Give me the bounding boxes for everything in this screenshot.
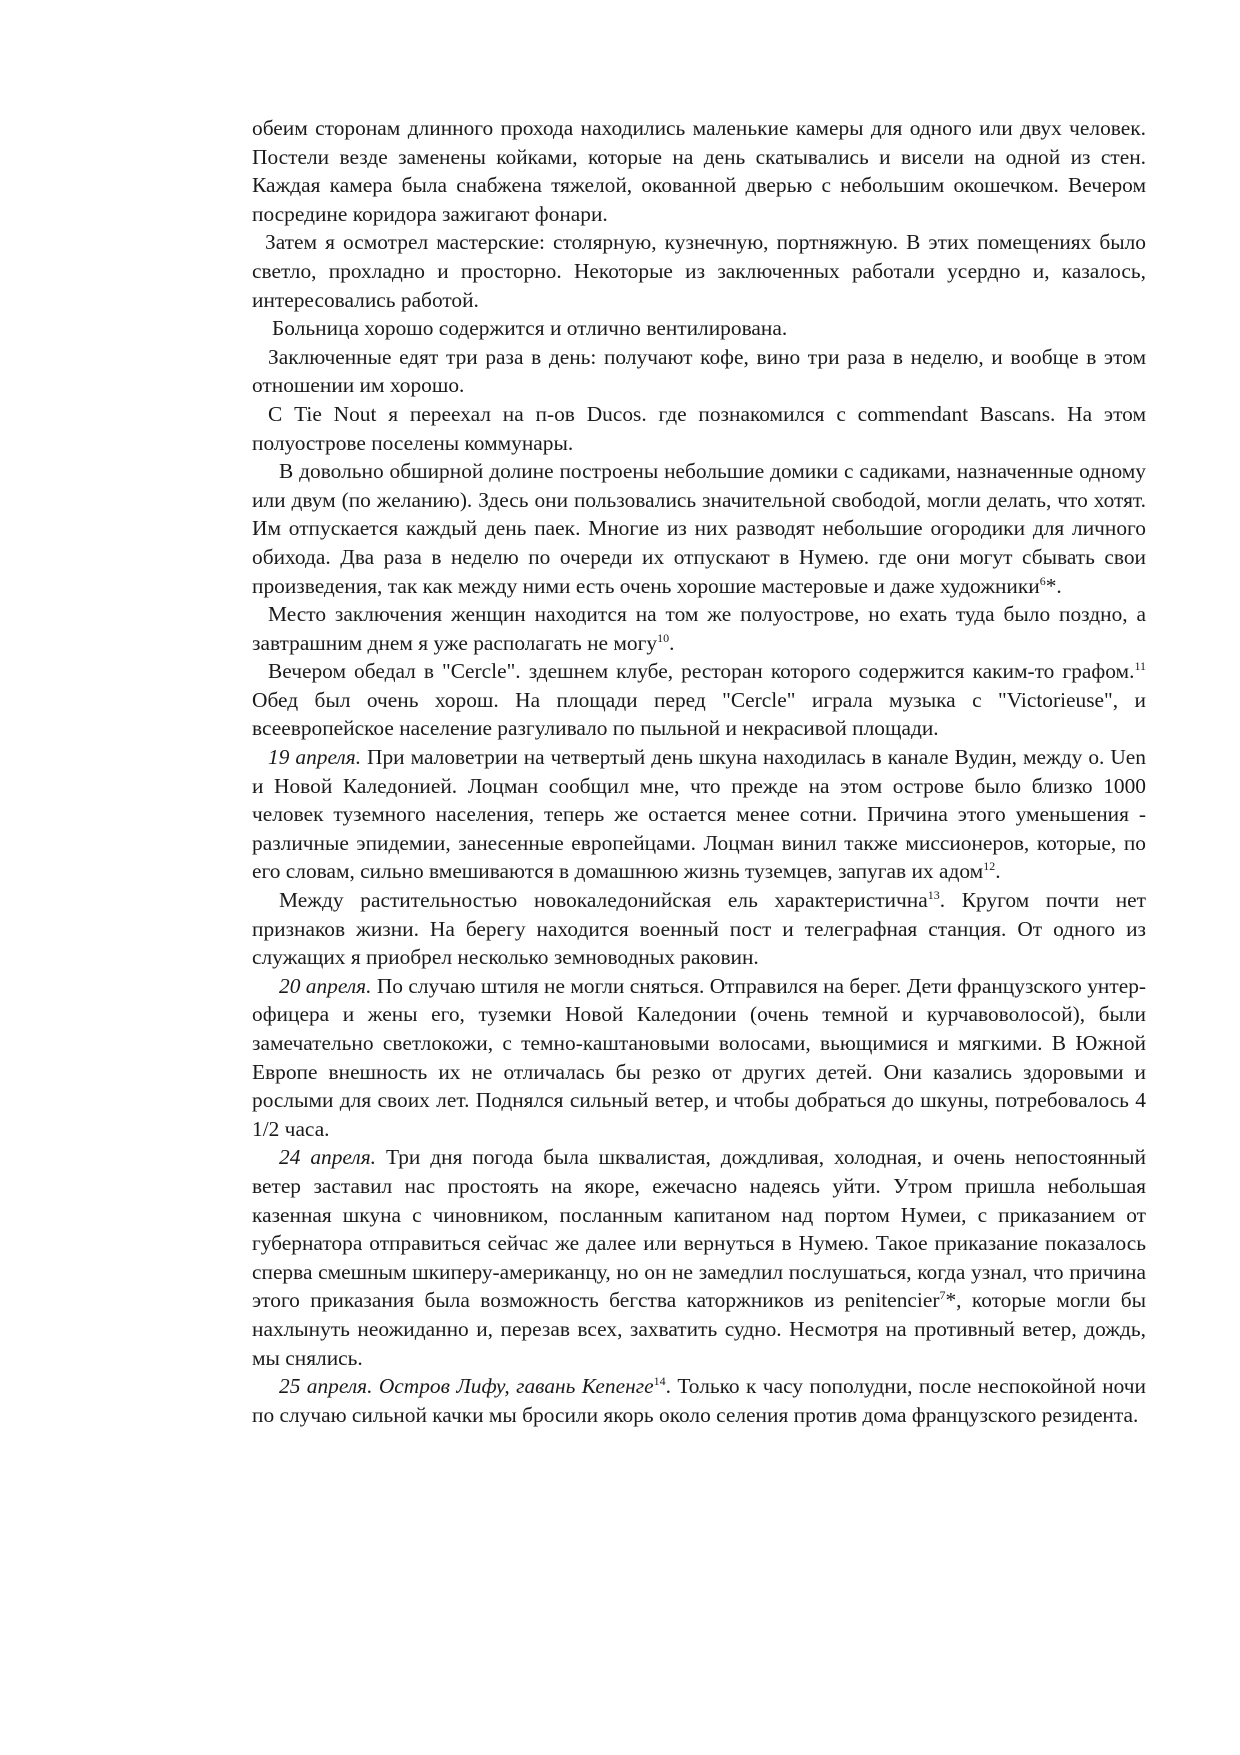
paragraph-text: .: [995, 859, 1001, 884]
paragraph-text: Затем я осмотрел мастерские: столярную, кузнечную, портняжную. В этих помещениях было светло, прохладно и просторно. Некоторые из заключенных работали усердно и, казалось, интересовались работой.: [252, 230, 1146, 312]
paragraph-text: С Tie Nout я переехал на п-ов Ducos. где познакомился с commendant Bascans. На этом полуострове поселены коммунары.: [252, 401, 1146, 455]
paragraph-april-24: [252, 1143, 1146, 1372]
footnote-marker: 10: [657, 630, 670, 645]
paragraph-text: В довольно обширной долине построены небольшие домики с садиками, назначенные одному или двум (по желанию). Здесь они пользовались значительной свободой, могли делать, что хотят. Им отпускается каждый день паек. Многие из них разводят небольшие огородики для личного обихода. Два раза в неделю по очереди их отпускают в Нумею. где они могут сбывать свои произведения, так как между ними есть очень хорошие мастеровые и даже художники: [252, 459, 1146, 598]
paragraph-cells: [252, 114, 1146, 228]
footnote-marker: 11: [1134, 659, 1146, 674]
paragraph-cercle: [252, 657, 1146, 743]
paragraph-text: .: [669, 630, 675, 655]
paragraph-text: Между растительностью новокаледонийская ель характеристична: [279, 888, 928, 913]
paragraph-meals: [252, 343, 1146, 400]
paragraph-workshops: [252, 228, 1146, 314]
entry-date: 24 апреля.: [279, 1145, 377, 1170]
paragraph-text: Место заключения женщин находится на том же полуострове, но ехать туда было поздно, а завтрашним днем я уже располагать не могу: [252, 602, 1146, 655]
entry-date: 19 апреля.: [268, 745, 362, 770]
entry-date: 25 апреля. Остров Лифу, гавань Кепенге: [279, 1374, 654, 1399]
footnote-marker: 12: [983, 859, 996, 874]
paragraph-text: Больница хорошо содержится и отлично вентилирована.: [272, 316, 788, 341]
paragraph-text: Три дня погода была шквалистая, дождливая, холодная, и очень непостоянный ветер заставил нас простоять на якоре, ежечасно надеясь уйти. Утром пришла небольшая казенная шкуна с чиновником, посланным капитаном над портом Нумеи, с приказанием от губернатора отправиться сейчас же далее или вернуться в Нумею. Такое приказание показалось сперва смешным шкиперу-американцу, но он не замедлил послушаться, когда узнал, что причина этого приказания была возможность бегства каторжников из penitencier: [252, 1145, 1147, 1313]
paragraph-text: Вечером обедал в "Cercle". здешнем клубе, ресторан которого содержится каким-то графом.: [268, 659, 1135, 684]
paragraph-women: [252, 600, 1146, 657]
paragraph-text: По случаю штиля не могли сняться. Отправился на берег. Дети французского унтер-офицера и жены его, туземки Новой Каледонии (очень темной и курчавоволосой), были замечательно светлокожи, с темно-каштановыми волосами, вьющимися и мягкими. В Южной Европе внешность их не отличалась бы резко от других детей. Они казались здоровыми и рослыми для своих лет. Поднялся сильный ветер, и чтобы добраться до шкуны, потребовалось 4 1/2 часа.: [252, 973, 1147, 1141]
paragraph-text: *, которые могли бы нахлынуть неожиданно и, перезав всех, захватить судно. Несмотря на противный ветер, дождь, мы снялись.: [252, 1288, 1146, 1370]
paragraph-ducos: [252, 400, 1146, 457]
paragraph-text: При маловетрии на четвертый день шкуна находилась в канале Вудин, между о. Uen и Новой Каледонией. Лоцман сообщил мне, что прежде на этом острове было близко 1000 человек туземного населения, теперь же остается менее сотни. Причина этого уменьшения - различные эпидемии, занесенные европейцами. Лоцман винил также миссионеров, которые, по его словам, сильно вмешиваются в домашнюю жизнь туземцев, запугав их адом: [252, 745, 1146, 884]
paragraph-text: *.: [1045, 573, 1062, 598]
paragraph-text: Обед был очень хорош. На площади перед "Cercle" играла музыка с "Victorieuse", и всеевропейское население разгуливало по пыльной и некрасивой площади.: [252, 687, 1146, 741]
paragraph-text: . Кругом почти нет признаков жизни. На берегу находится военный пост и телеграфная станция. От одного из служащих я приобрел несколько земноводных раковин.: [252, 888, 1146, 970]
paragraph-communards: [252, 457, 1146, 600]
paragraph-text: . Только к часу пополудни, после неспокойной ночи по случаю сильной качки мы бросили якорь около селения против дома французского резидента.: [252, 1374, 1146, 1427]
paragraph-text: обеим сторонам длинного прохода находились маленькие камеры для одного или двух человек. Постели везде заменены койками, которые на день скатывались и висели на одной из стен. Каждая камера была снабжена тяжелой, окованной дверью с небольшим окошечком. Вечером посредине коридора зажигают фонари.: [252, 116, 1146, 226]
footnote-marker: 13: [927, 888, 940, 903]
paragraph-hospital: [252, 314, 1146, 343]
paragraph-april-25: [252, 1372, 1146, 1429]
paragraph-april-20: [252, 972, 1146, 1144]
document-body: [252, 114, 1146, 1429]
paragraph-april-19: [252, 743, 1146, 886]
entry-date: 20 апреля.: [279, 973, 372, 998]
footnote-marker: 7: [939, 1288, 946, 1303]
paragraph-text: Заключенные едят три раза в день: получают кофе, вино три раза в неделю, и вообще в этом отношении им хорошо.: [252, 344, 1146, 398]
footnote-marker: 14: [653, 1374, 666, 1389]
paragraph-vegetation: [252, 886, 1146, 972]
footnote-marker: 6: [1039, 573, 1046, 588]
